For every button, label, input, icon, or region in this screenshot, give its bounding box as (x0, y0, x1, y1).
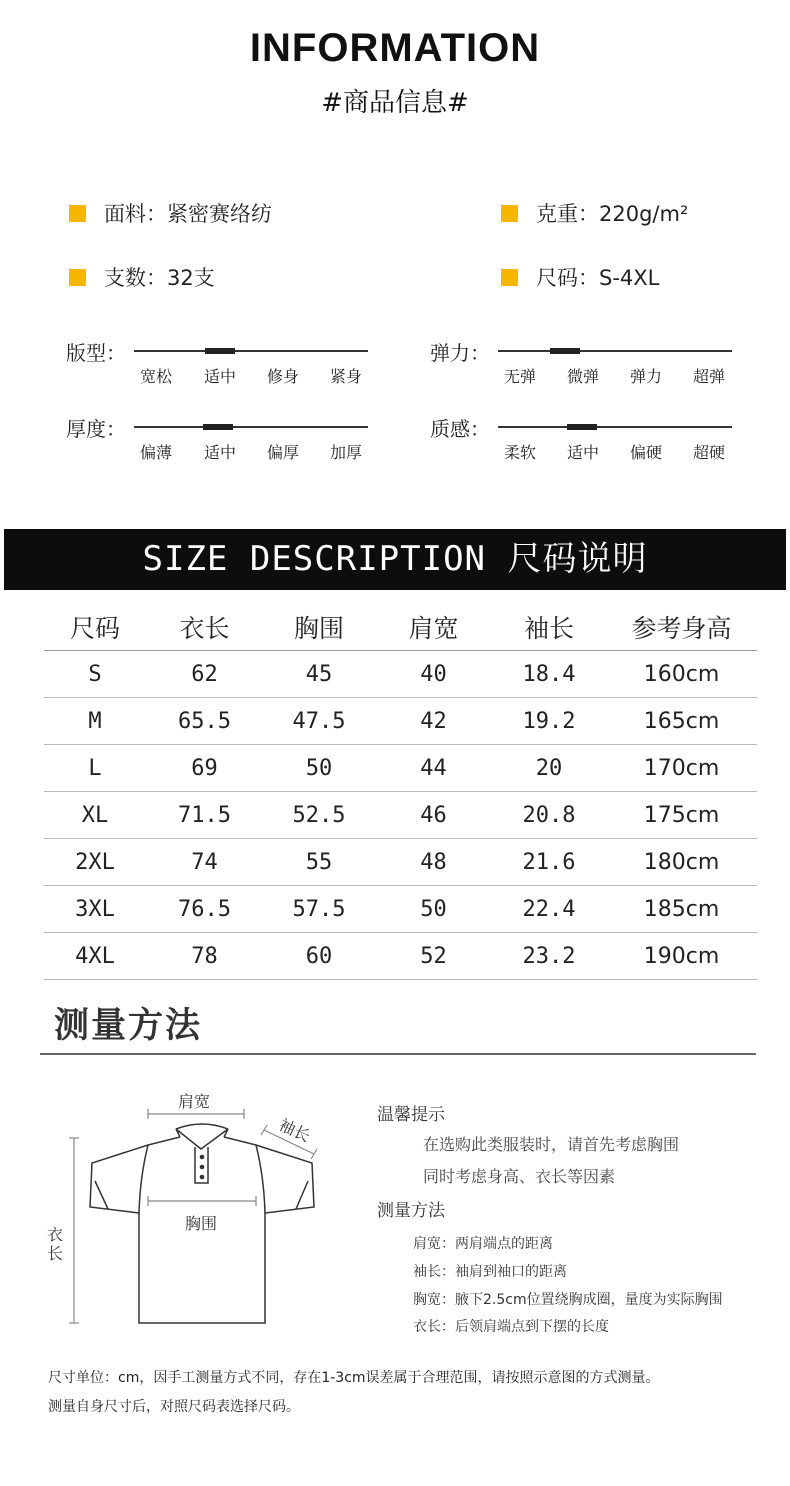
tip-line: 在选购此类服装时，请首先考虑胸围 (423, 1135, 680, 1154)
table-cell: 55 (263, 839, 375, 886)
table-cell: 71.5 (146, 792, 263, 839)
size-table-header: 尺码 (44, 604, 146, 651)
sleeve-measure-tick (261, 1125, 267, 1135)
scale-elasticity-option: 弹力 (629, 367, 662, 386)
scale-fit-marker (205, 348, 235, 354)
button (200, 1165, 205, 1170)
table-cell: 165cm (606, 698, 757, 745)
table-cell: 65.5 (146, 698, 263, 745)
table-cell: XL (44, 792, 146, 839)
scale-thickness-line (134, 426, 368, 428)
scale-elasticity-option: 超弹 (692, 367, 725, 386)
table-cell: 60 (263, 933, 375, 980)
table-cell: 50 (375, 886, 492, 933)
left-cuff-line (95, 1181, 108, 1209)
table-cell: 76.5 (146, 886, 263, 933)
table-cell: 22.4 (492, 886, 606, 933)
table-cell: 19.2 (492, 698, 606, 745)
footer-note: 测量自身尺寸后，对照尺码表选择尺码。 (48, 1399, 300, 1415)
bullet-square-icon (501, 205, 518, 222)
diagram-label-length: 衣长 (47, 1225, 64, 1263)
table-cell: 62 (146, 651, 263, 698)
method-line: 肩宽：两肩端点的距离 (413, 1236, 553, 1252)
scale-fit-label: 版型： (66, 341, 126, 365)
scale-elasticity-line (498, 350, 732, 352)
table-cell: 18.4 (492, 651, 606, 698)
table-cell: 44 (375, 745, 492, 792)
size-table-header: 参考身高 (606, 604, 757, 651)
method-line: 袖长：袖肩到袖口的距离 (413, 1264, 567, 1280)
diagram-label-sleeve: 袖长 (276, 1115, 314, 1146)
table-cell: 69 (146, 745, 263, 792)
table-cell: L (44, 745, 146, 792)
size-table-header: 袖长 (492, 604, 606, 651)
table-row (44, 839, 757, 886)
bullet-square-icon (501, 269, 518, 286)
table-cell: 40 (375, 651, 492, 698)
table-cell: 180cm (606, 839, 757, 886)
spec-size (501, 262, 659, 292)
table-cell: 52.5 (263, 792, 375, 839)
right-sleeve-seam (256, 1145, 265, 1213)
table-row (44, 933, 757, 980)
scale-thickness-option: 适中 (203, 443, 236, 462)
table-cell: 170cm (606, 745, 757, 792)
table-cell: 4XL (44, 933, 146, 980)
spec-fabric (69, 198, 272, 228)
sleeve-measure-tick (311, 1149, 317, 1159)
table-cell: 48 (375, 839, 492, 886)
scale-elasticity-option: 微弹 (566, 367, 599, 386)
table-cell: 190cm (606, 933, 757, 980)
table-row (44, 886, 757, 933)
page-title: INFORMATION (249, 26, 541, 70)
table-cell: 185cm (606, 886, 757, 933)
diagram-label-shoulder: 肩宽 (178, 1092, 211, 1111)
scale-elasticity-marker (550, 348, 580, 354)
spec-weight-text: 克重：220g/m² (536, 202, 689, 226)
table-cell: 78 (146, 933, 263, 980)
spec-fabric-text: 面料：紧密赛络纺 (104, 202, 272, 226)
scale-texture-marker (567, 424, 597, 430)
size-table-header: 胸围 (263, 604, 375, 651)
scale-fit-line (134, 350, 368, 352)
table-cell: 21.6 (492, 839, 606, 886)
bullet-square-icon (69, 205, 86, 222)
right-cuff-line (296, 1181, 308, 1209)
table-cell: 42 (375, 698, 492, 745)
table-cell: 20.8 (492, 792, 606, 839)
button (200, 1155, 205, 1160)
scale-thickness-option: 偏厚 (266, 443, 299, 462)
scale-thickness-option: 加厚 (329, 443, 362, 462)
scale-thickness-option: 偏薄 (139, 443, 172, 462)
shirt-collar (176, 1129, 228, 1149)
size-table-header: 衣长 (146, 604, 263, 651)
scale-fit-option: 修身 (266, 367, 299, 386)
table-cell: 57.5 (263, 886, 375, 933)
table-cell: 46 (375, 792, 492, 839)
tip-line: 同时考虑身高、衣长等因素 (423, 1167, 616, 1186)
scale-elasticity-label: 弹力： (430, 341, 490, 365)
table-cell: 45 (263, 651, 375, 698)
table-cell: S (44, 651, 146, 698)
tips-heading: 温馨提示 (377, 1105, 445, 1125)
spec-size-text: 尺码：S-4XL (536, 266, 660, 290)
scale-elasticity-option: 无弹 (503, 367, 536, 386)
measure-title: 测量方法 (54, 1006, 203, 1046)
scale-texture-option: 柔软 (503, 443, 536, 462)
size-table-header: 肩宽 (375, 604, 492, 651)
scale-texture-label: 质感： (430, 417, 490, 441)
table-cell: 50 (263, 745, 375, 792)
table-cell: 175cm (606, 792, 757, 839)
table-cell: 160cm (606, 651, 757, 698)
page-subtitle: #商品信息# (321, 88, 469, 118)
method-line: 胸宽：腋下2.5cm位置绕胸成圈，量度为实际胸围 (413, 1292, 723, 1308)
scale-fit-option: 适中 (203, 367, 236, 386)
divider (40, 1053, 756, 1055)
table-cell: 20 (492, 745, 606, 792)
scale-thickness-label: 厚度： (66, 417, 126, 441)
table-cell: 2XL (44, 839, 146, 886)
table-cell: 74 (146, 839, 263, 886)
scale-texture-line (498, 426, 732, 428)
button (200, 1175, 205, 1180)
shirt-neckline (176, 1124, 228, 1129)
spec-count-text: 支数：32支 (104, 266, 215, 290)
spec-count (69, 262, 215, 292)
diagram-label-chest: 胸围 (185, 1214, 218, 1233)
size-table (44, 604, 757, 980)
left-sleeve-seam (139, 1145, 148, 1213)
scale-texture-option: 适中 (566, 443, 599, 462)
bullet-square-icon (69, 269, 86, 286)
size-section-title: SIZE DESCRIPTION 尺码说明 (142, 539, 648, 579)
scale-texture-option: 偏硬 (629, 443, 662, 462)
table-row (44, 745, 757, 792)
method-line: 衣长：后领肩端点到下摆的长度 (413, 1319, 609, 1335)
size-table-header-row (44, 604, 757, 651)
table-row (44, 792, 757, 839)
table-cell: 47.5 (263, 698, 375, 745)
table-cell: 3XL (44, 886, 146, 933)
table-row (44, 698, 757, 745)
method-heading: 测量方法 (377, 1201, 445, 1221)
table-cell: M (44, 698, 146, 745)
table-cell: 23.2 (492, 933, 606, 980)
table-row (44, 651, 757, 698)
footer-note: 尺寸单位：cm，因手工测量方式不同，存在1-3cm误差属于合理范围，请按照示意图的方式测量。 (48, 1370, 660, 1386)
scale-fit-option: 紧身 (329, 367, 362, 386)
table-cell: 52 (375, 933, 492, 980)
scale-fit-option: 宽松 (139, 367, 172, 386)
spec-weight (501, 198, 688, 228)
scale-thickness-marker (203, 424, 233, 430)
scale-texture-option: 超硬 (692, 443, 725, 462)
